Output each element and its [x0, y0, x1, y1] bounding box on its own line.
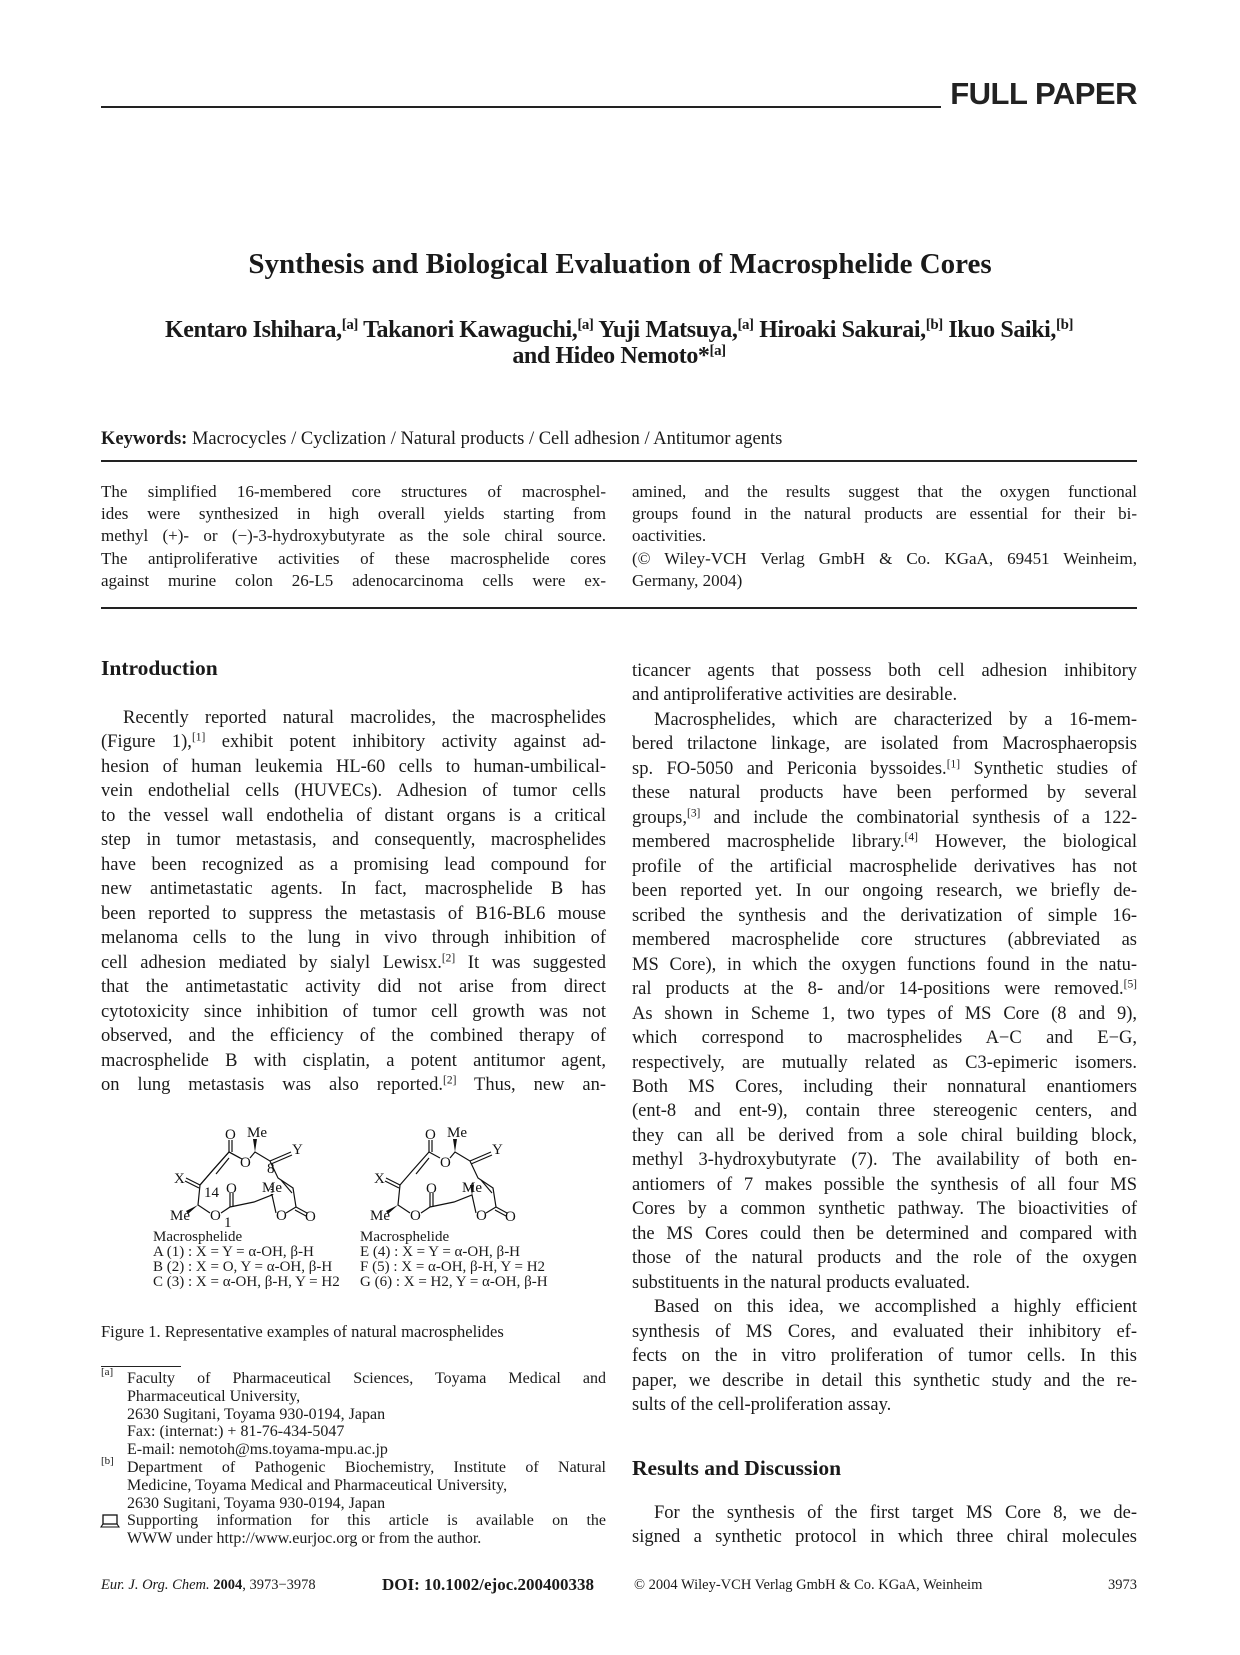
text-line: oactivities. — [632, 526, 707, 546]
atom-label: Me — [462, 1180, 482, 1196]
journal-citation — [101, 1577, 316, 1594]
legend-line: E (4) : X = Y = α-OH, β-H — [360, 1244, 521, 1260]
legend-line: F (5) : X = α-OH, β-H, Y = H2 — [360, 1259, 546, 1275]
text-line: been reported to suppress the metastasis of B16-BL6 mouse — [101, 903, 606, 924]
text-line: that the antimetastatic activity did not arise from direct — [101, 977, 606, 998]
atom-label: O — [225, 1127, 236, 1143]
intro-right-column — [632, 659, 1137, 1418]
macrosphelide-structure-a-c — [170, 1125, 316, 1231]
text-line: melanoma cells to the lung in vivo through inhibition of — [101, 928, 606, 949]
text-line: (ent-8 and ent-9), contain three stereogenic centers, and — [632, 1101, 1137, 1122]
text-line: fects on the in vitro proliferation of tumor cells. In this — [632, 1346, 1137, 1367]
text-line: bered trilactone linkage, are isolated from Macrosphaeropsis — [632, 734, 1137, 755]
atom-label: Me — [262, 1180, 282, 1196]
text-line: groups,[3] and include the combinatorial synthesis of a 122- — [632, 807, 1137, 828]
authors-line: Kentaro Ishihara,[a] Takanori Kawaguchi,[a] Yuji Matsuya,[a] Hiroaki Sakurai,[b] Ikuo Saiki,[b] — [164, 316, 1074, 343]
doi-link[interactable]: DOI: 10.1002/ejoc.200400338 — [382, 1575, 595, 1594]
atom-label: Me — [170, 1208, 190, 1224]
footnote-line: Pharmaceutical University, — [127, 1387, 301, 1405]
ring-bonds — [385, 1140, 507, 1216]
section-heading-introduction: Introduction — [101, 656, 218, 680]
text-line: on lung metastasis was also reported.[2] Thus, new an- — [101, 1074, 606, 1096]
footnote-line: Medicine, Toyama Medical and Pharmaceutical University, — [127, 1476, 508, 1494]
text-line: sults of the cell-proliferation assay. — [632, 1395, 892, 1416]
footnote-line: Fax: (internat:) + 81-76-434-5047 — [127, 1423, 345, 1441]
affiliation-b — [101, 1454, 606, 1512]
atom-label: Me — [247, 1125, 267, 1141]
paper-title: Synthesis and Biological Evaluation of Macrosphelide Cores — [248, 248, 992, 280]
keywords-label: Keywords: — [101, 429, 188, 449]
atom-label: O — [276, 1208, 287, 1224]
atom-label: Me — [447, 1125, 467, 1141]
atom-label: O — [505, 1209, 516, 1225]
macrosphelide-structure-e-g — [370, 1125, 516, 1225]
supporting-info-note — [127, 1512, 606, 1548]
text-line: antiomers of 7 makes possible the synthesis of all four MS — [632, 1174, 1137, 1195]
text-line: groups found in the natural products are essential for their bi- — [632, 504, 1137, 524]
text-line: (Figure 1),[1] exhibit potent inhibitory activity against ad- — [101, 732, 606, 753]
figure-legend-right — [360, 1230, 548, 1290]
text-line: which correspond to macrosphelides A−C and E−G, — [632, 1028, 1137, 1049]
atom-label: O — [226, 1181, 237, 1197]
footnote-line: E-mail: nemotoh@ms.toyama-mpu.ac.jp — [127, 1441, 388, 1459]
copyright: © 2004 Wiley-VCH Verlag GmbH & Co. KGaA, Weinheim — [634, 1577, 983, 1593]
atom-label: X — [374, 1171, 385, 1187]
results-column — [632, 1501, 1137, 1550]
text-line: Both MS Cores, including their nonnatural enantiomers — [632, 1076, 1137, 1097]
legend-line: A (1) : X = Y = α-OH, β-H — [153, 1244, 314, 1260]
abstract-left — [101, 481, 606, 592]
atom-label: O — [425, 1127, 436, 1143]
text-line: new antimetastatic agents. In fact, macrosphelide B has — [101, 879, 606, 900]
position-number: 8 — [267, 1161, 275, 1177]
legend-line: Macrosphelide — [360, 1229, 450, 1245]
footnote-mark: [b] — [101, 1454, 114, 1467]
atom-label: Me — [370, 1208, 390, 1224]
text-line: substituents in the natural products evaluated. — [632, 1272, 971, 1293]
text-line: membered macrosphelide core structures (abbreviated as — [632, 930, 1137, 951]
footnote-line: Department of Pathogenic Biochemistry, Institute of Natural — [127, 1458, 606, 1476]
footnote-line: Supporting information for this article is available on the — [127, 1512, 606, 1530]
abstract-right — [632, 481, 1137, 592]
text-line: Recently reported natural macrolides, the macrosphelides — [123, 708, 606, 728]
text-line: paper, we describe in detail this synthetic study and the re- — [632, 1370, 1137, 1391]
atom-label: Y — [292, 1142, 303, 1158]
text-line: For the synthesis of the first target MS Core 8, we de- — [654, 1503, 1137, 1523]
abstract-rule — [101, 607, 1137, 609]
atom-label: O — [476, 1208, 487, 1224]
header-rule — [101, 106, 941, 108]
text-line: MS Core), in which the oxygen functions found in the natu- — [632, 954, 1137, 975]
intro-left-column — [101, 706, 606, 1098]
text-line: Cores by a common synthetic pathway. The bioactivities of — [632, 1199, 1137, 1220]
atom-label: O — [210, 1208, 221, 1224]
footnote-line: 2630 Sugitani, Toyama 930-0194, Japan — [127, 1494, 386, 1512]
computer-icon — [100, 1514, 120, 1529]
text-line: (© Wiley-VCH Verlag GmbH & Co. KGaA, 69451 Weinheim, — [632, 548, 1137, 568]
text-line: and antiproliferative activities are desirable. — [632, 685, 958, 706]
page-number: 3973 — [1108, 1577, 1137, 1593]
text-line: been reported yet. In our ongoing research, we briefly de- — [632, 881, 1137, 902]
text-line: vein endothelial cells (HUVECs). Adhesion of tumor cells — [101, 781, 606, 802]
text-line: observed, and the efficiency of the combined therapy of — [101, 1026, 606, 1047]
text-line: cytotoxicity since inhibition of tumor cell growth was not — [101, 1001, 606, 1022]
text-line: profile of the artificial macrosphelide derivatives has not — [632, 856, 1137, 877]
legend-line: B (2) : X = O, Y = α-OH, β-H — [153, 1259, 333, 1275]
figure-1-structures — [130, 1055, 570, 1235]
text-line: ides were synthesized in high overall yields starting from — [101, 504, 606, 524]
text-line: methyl 3-hydroxybutyrate (7). The availability of both en- — [632, 1150, 1137, 1171]
keywords-rule — [101, 460, 1137, 462]
keywords-text: Macrocycles / Cyclization / Natural products / Cell adhesion / Antitumor agents — [191, 429, 783, 449]
text-line: have been recognized as a promising lead compound for — [101, 854, 606, 875]
footnote-line: 2630 Sugitani, Toyama 930-0194, Japan — [127, 1405, 386, 1423]
ring-bonds — [185, 1140, 307, 1216]
text-line: they can all be derived from a sole chiral building block, — [632, 1125, 1137, 1146]
atom-label: O — [426, 1181, 437, 1197]
footnote-line: Faculty of Pharmaceutical Sciences, Toyama Medical and — [127, 1370, 606, 1387]
text-line: methyl (+)- or (−)-3-hydroxybutyrate as the sole chiral source. — [101, 526, 606, 546]
text-line: macrosphelide B with cisplatin, a potent antitumor agent, — [101, 1050, 606, 1071]
text-line: The simplified 16-membered core structures of macrosphel- — [101, 482, 606, 501]
keywords — [101, 429, 782, 450]
legend-line: Macrosphelide — [153, 1229, 243, 1245]
text-line: membered macrosphelide library.[4] However, the biological — [632, 831, 1137, 853]
text-line: sp. FO-5050 and Periconia byssoides.[1] Synthetic studies of — [632, 758, 1137, 779]
atom-label: O — [440, 1155, 451, 1171]
footnote-mark: [a] — [101, 1366, 114, 1378]
figure-caption: Figure 1. Representative examples of natural macrosphelides — [101, 1322, 504, 1341]
text-line: synthesis of MS Cores, and evaluated their inhibitory ef- — [632, 1321, 1137, 1342]
text-line: those of the natural products and the role of the oxygen — [632, 1248, 1137, 1269]
text-line: step in tumor metastasis, and consequently, macrosphelides — [101, 830, 606, 851]
position-number: 1 — [224, 1215, 232, 1231]
footnote-line: WWW under http://www.eurjoc.org or from the author. — [127, 1530, 482, 1548]
text-line: Germany, 2004) — [632, 570, 743, 590]
text-line: The antiproliferative activities of these macrosphelide cores — [101, 548, 606, 568]
text-line: to the vessel wall endothelia of distant organs is a critical — [101, 805, 606, 826]
journal-year: 2004 — [213, 1577, 243, 1593]
atom-label: O — [240, 1155, 251, 1171]
journal-pages: , 3973−3978 — [242, 1577, 316, 1593]
text-line: scribed the synthesis and the derivatization of simple 16- — [632, 905, 1137, 926]
text-line: As shown in Scheme 1, two types of MS Core (8 and 9), — [632, 1003, 1137, 1024]
position-number: 14 — [204, 1185, 219, 1201]
atom-label: X — [174, 1171, 185, 1187]
affiliation-a — [101, 1366, 606, 1459]
journal-name: Eur. J. Org. Chem. — [101, 1577, 210, 1593]
atom-label: O — [305, 1209, 316, 1225]
section-heading-results: Results and Discussion — [632, 1456, 842, 1480]
text-line: the MS Cores could then be determined and compared with — [632, 1223, 1137, 1244]
legend-line: G (6) : X = H2, Y = α-OH, β-H — [360, 1274, 548, 1290]
text-line: Macrosphelides, which are characterized by a 16-mem- — [654, 709, 1137, 730]
text-line: these natural products have been performed by several — [632, 783, 1137, 804]
text-line: Based on this idea, we accomplished a highly efficient — [654, 1297, 1137, 1318]
footnotes — [101, 1366, 606, 1548]
text-line: hesion of human leukemia HL-60 cells to human-umbilical- — [101, 756, 606, 777]
text-line: ral products at the 8- and/or 14-positions were removed.[5] — [632, 978, 1137, 1000]
authors-line: and Hideo Nemoto*[a] — [512, 342, 726, 369]
text-line: against murine colon 26-L5 adenocarcinoma cells were ex- — [101, 570, 606, 590]
text-line: respectively, are mutually related as C3-epimeric isomers. — [632, 1052, 1137, 1073]
atom-label: O — [410, 1208, 421, 1224]
text-line: ticancer agents that possess both cell adhesion inhibitory — [632, 661, 1137, 681]
atom-label: Y — [492, 1142, 503, 1158]
legend-line: C (3) : X = α-OH, β-H, Y = H2 — [153, 1274, 340, 1290]
author-list — [101, 317, 1137, 369]
text-line: cell adhesion mediated by sialyl Lewisx.[2] It was suggested — [101, 952, 606, 973]
text-line: signed a synthetic protocol in which three chiral molecules — [632, 1527, 1137, 1548]
text-line: amined, and the results suggest that the oxygen functional — [632, 482, 1137, 501]
figure-legend-left — [153, 1230, 340, 1290]
section-label: FULL PAPER — [950, 76, 1137, 111]
